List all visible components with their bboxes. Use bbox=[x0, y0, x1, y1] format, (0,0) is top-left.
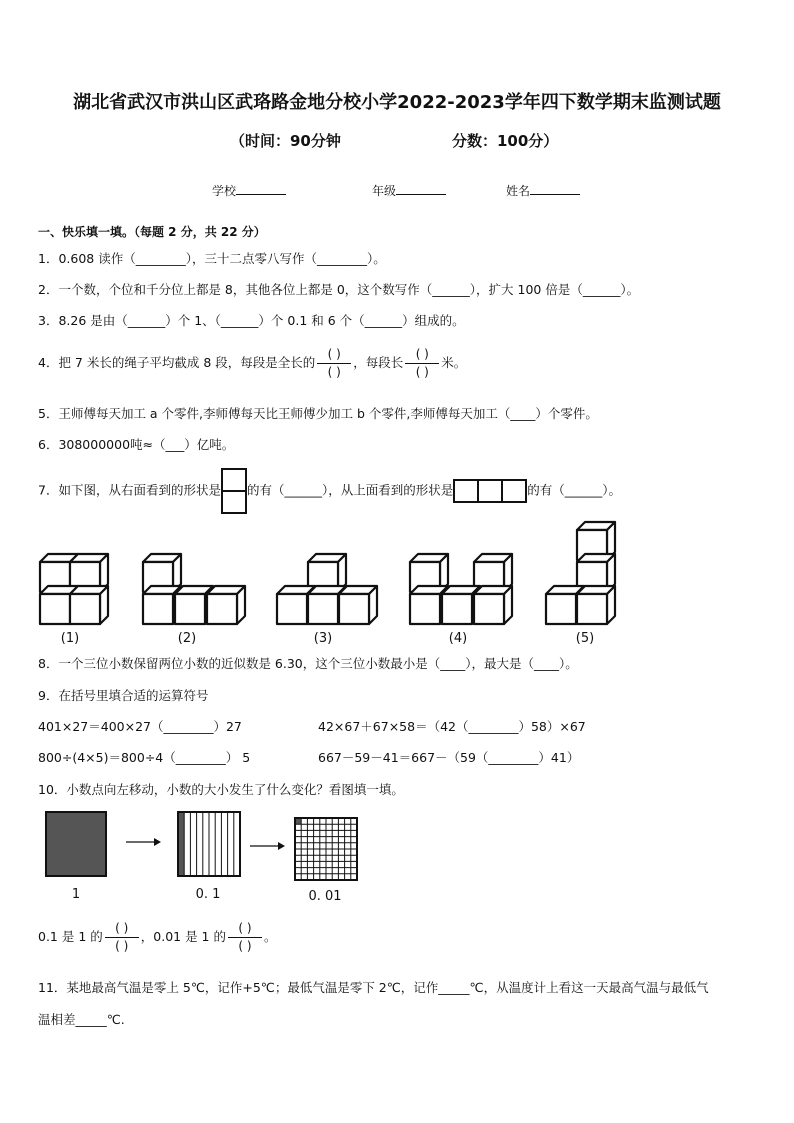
q4-text-b: ，每段长 bbox=[353, 355, 404, 370]
question-6: 6．308000000吨≈（___）亿吨。 bbox=[38, 437, 235, 452]
q4-text-c: 米。 bbox=[441, 355, 467, 370]
grid-label: 1 bbox=[71, 887, 81, 902]
grade-blank bbox=[396, 182, 446, 195]
question-5: 5．王师傅每天加工 a 个零件,李师傅每天比王师傅少加工 b 个零件,李师傅每天加工（____）个零件。 bbox=[38, 406, 598, 421]
school-blank bbox=[236, 182, 286, 195]
name-field bbox=[506, 182, 580, 199]
q10-text-a: 0.1 是 1 的 bbox=[38, 929, 103, 944]
name-label: 姓名 bbox=[506, 184, 531, 198]
q7-text-c: 的有（______）。 bbox=[527, 482, 621, 498]
q7-text-b: 的有（______），从上面看到的形状是 bbox=[246, 482, 454, 498]
grade-label: 年级 bbox=[372, 184, 397, 198]
q10-text-b: ，0.01 是 1 的 bbox=[140, 929, 226, 944]
section-heading: 一、快乐填一填。（每题 2 分，共 22 分） bbox=[38, 225, 266, 239]
decimal-grids bbox=[40, 806, 360, 906]
figure-2 bbox=[143, 554, 245, 624]
figure-label: (4) bbox=[448, 631, 468, 646]
question-7 bbox=[38, 468, 621, 514]
arrow-icon bbox=[154, 838, 161, 846]
question-8: 8．一个三位小数保留两位小数的近似数是 6.30，这个三位小数最小是（____），最大是（____）。 bbox=[38, 656, 578, 671]
fraction-blank: $\frac{( )}{( )}$ bbox=[228, 920, 262, 955]
figure-5 bbox=[546, 522, 615, 624]
page-title: 湖北省武汉市洪山区武珞路金地分校小学2022-2023学年四下数学期末监测试题 bbox=[73, 92, 721, 113]
question-3: 3．8.26 是由（______）个 1、（______）个 0.1 和 6 个（______）组成的。 bbox=[38, 313, 465, 328]
q4-text-a: 4．把 7 米长的绳子平均截成 8 段，每段是全长的 bbox=[38, 355, 316, 370]
question-11-line1: 11．某地最高气温是零上 5℃，记作+5℃；最低气温是零下 2℃，记作_____℃，从温度计上看这一天最高气温与最低气 bbox=[38, 980, 709, 995]
fraction-blank: $\frac{( )}{( )}$ bbox=[405, 346, 439, 381]
fraction-blank: $\frac{( )}{( )}$ bbox=[105, 920, 139, 955]
question-10-answer bbox=[38, 920, 277, 955]
figure-label: (1) bbox=[60, 631, 80, 646]
whole-square bbox=[46, 812, 106, 876]
question-10-title: 10．小数点向左移动，小数的大小发生了什么变化？看图填一填。 bbox=[38, 782, 404, 797]
equation-3: 800÷(4×5)＝800÷4（________） 5 bbox=[38, 750, 251, 765]
question-9-title: 9．在括号里填合适的运算符号 bbox=[38, 688, 209, 703]
time-limit: （时间：90分钟 bbox=[230, 132, 341, 150]
question-1: 1．0.608 读作（________），三十二点零八写作（________）。 bbox=[38, 251, 386, 266]
right-view-shape bbox=[221, 468, 247, 514]
hundredths-grid bbox=[295, 818, 357, 880]
equation-1: 401×27＝400×27（________）27 bbox=[38, 719, 242, 734]
q10-text-c: 。 bbox=[263, 929, 277, 944]
question-4 bbox=[38, 346, 466, 381]
equation-2: 42×67＋67×58＝（42（________）58）×67 bbox=[318, 719, 586, 734]
name-blank bbox=[530, 182, 580, 195]
figure-label: (5) bbox=[575, 631, 595, 646]
question-11-line2: 温相差_____℃. bbox=[38, 1012, 125, 1027]
fraction-blank: $\frac{( )}{( )}$ bbox=[317, 346, 351, 381]
figure-4 bbox=[410, 554, 512, 624]
grid-label: 0. 01 bbox=[308, 889, 342, 904]
question-2: 2．一个数，个位和千分位上都是 8，其他各位上都是 0，这个数写作（______），扩大 100 倍是（______）。 bbox=[38, 282, 640, 297]
top-view-shape bbox=[453, 479, 527, 503]
figure-label: (3) bbox=[313, 631, 333, 646]
grade-field bbox=[372, 182, 446, 199]
cube-figures bbox=[30, 518, 630, 650]
equation-4: 667－59－41＝667－（59（________）41） bbox=[318, 750, 580, 765]
grid-label: 0. 1 bbox=[195, 887, 221, 902]
school-label: 学校 bbox=[212, 184, 237, 198]
arrow-icon bbox=[278, 842, 285, 850]
tenths-grid bbox=[178, 812, 240, 876]
total-score: 分数：100分） bbox=[452, 132, 559, 150]
q7-text-a: 7．如下图，从右面看到的形状是 bbox=[38, 482, 221, 498]
figure-label: (2) bbox=[177, 631, 197, 646]
figure-3 bbox=[277, 554, 377, 624]
school-field bbox=[212, 182, 286, 199]
figure-1 bbox=[40, 554, 108, 624]
